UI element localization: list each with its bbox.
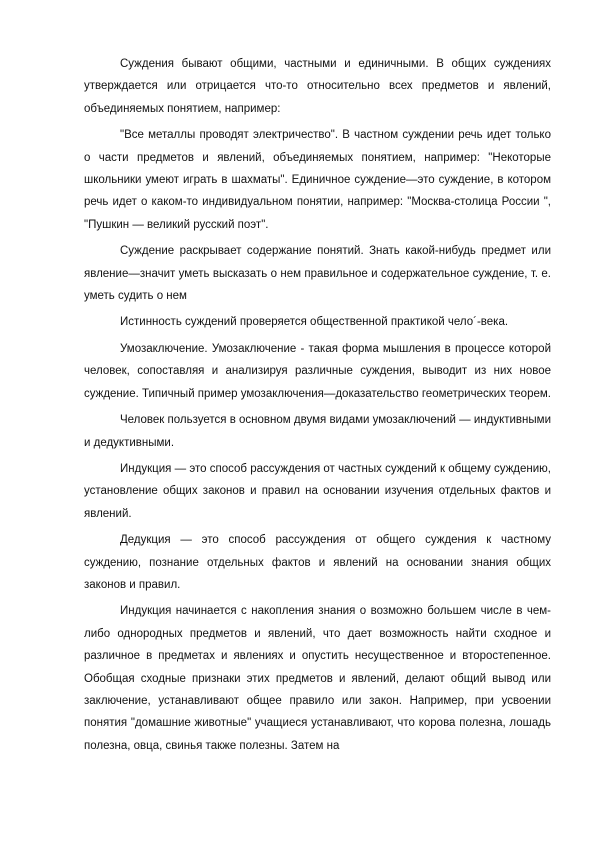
paragraph-inference-types: Человек пользуется в основном двумя видами умозаключений — индуктивными и дедуктивными. (84, 414, 551, 449)
paragraph-deduction: Дедукция — это способ рассуждения от общего суждения к частному суждению, познание отдельных фактов и явлений на основании знания общих законов и правил. (84, 534, 551, 591)
paragraph-inference: Умозаключение. Умозаключение - такая форма мышления в процессе которой человек, сопоставляя и анализируя различные суждения, выводит из них новое суждение. Типичный пример умозаключения—доказательство геометрических теорем. (84, 342, 551, 400)
document-page (84, 53, 551, 757)
paragraph-induction-process: Индукция начинается с накопления знания о возможно большем числе в чем-либо однородных предметов и явлений, что дает возможность найти сходное и различное в предметах и явлениях и опустить несущественное и второстепенное. Обобщая сходные признаки этих предметов и явлений, делают общий вывод или заключение, устанавливают общее правило или закон. Например, при усвоении понятия "домашние животные" учащиеся устанавливают, что корова полезна, лошадь полезна, овца, свинья также полезны. Затем на (84, 605, 551, 752)
paragraph-induction: Индукция — это способ рассуждения от частных суждений к общему суждению, установление общих законов и правил на основании изучения отдельных фактов и явлений. (84, 462, 551, 520)
paragraph-truth-practice: Истинность суждений проверяется общественной практикой чело´-века. (120, 316, 509, 329)
paragraph-judgment-content: Суждение раскрывает содержание понятий. Знать какой-нибудь предмет или явление—значит уметь высказать о нем правильное и содержательное суждение, т. е. уметь судить о нем (84, 245, 551, 303)
paragraph-judgment-examples: "Все металлы проводят электричество". В частном суждении речь идет только о части предметов и явлений, объединяемых понятием, например: "Некоторые школьники умеют играть в шахматы". Единичное суждение—это суждение, в котором речь идет о каком-то индивидуальном понятии, например: "Москва-столица России ", "Пушкин — великий русский поэт". (84, 129, 551, 231)
paragraph-judgment-types: Суждения бывают общими, частными и единичными. В общих суждениях утверждается или отрицается что-то относительно всех предметов и явлений, объединяемых понятием, например: (84, 58, 551, 115)
